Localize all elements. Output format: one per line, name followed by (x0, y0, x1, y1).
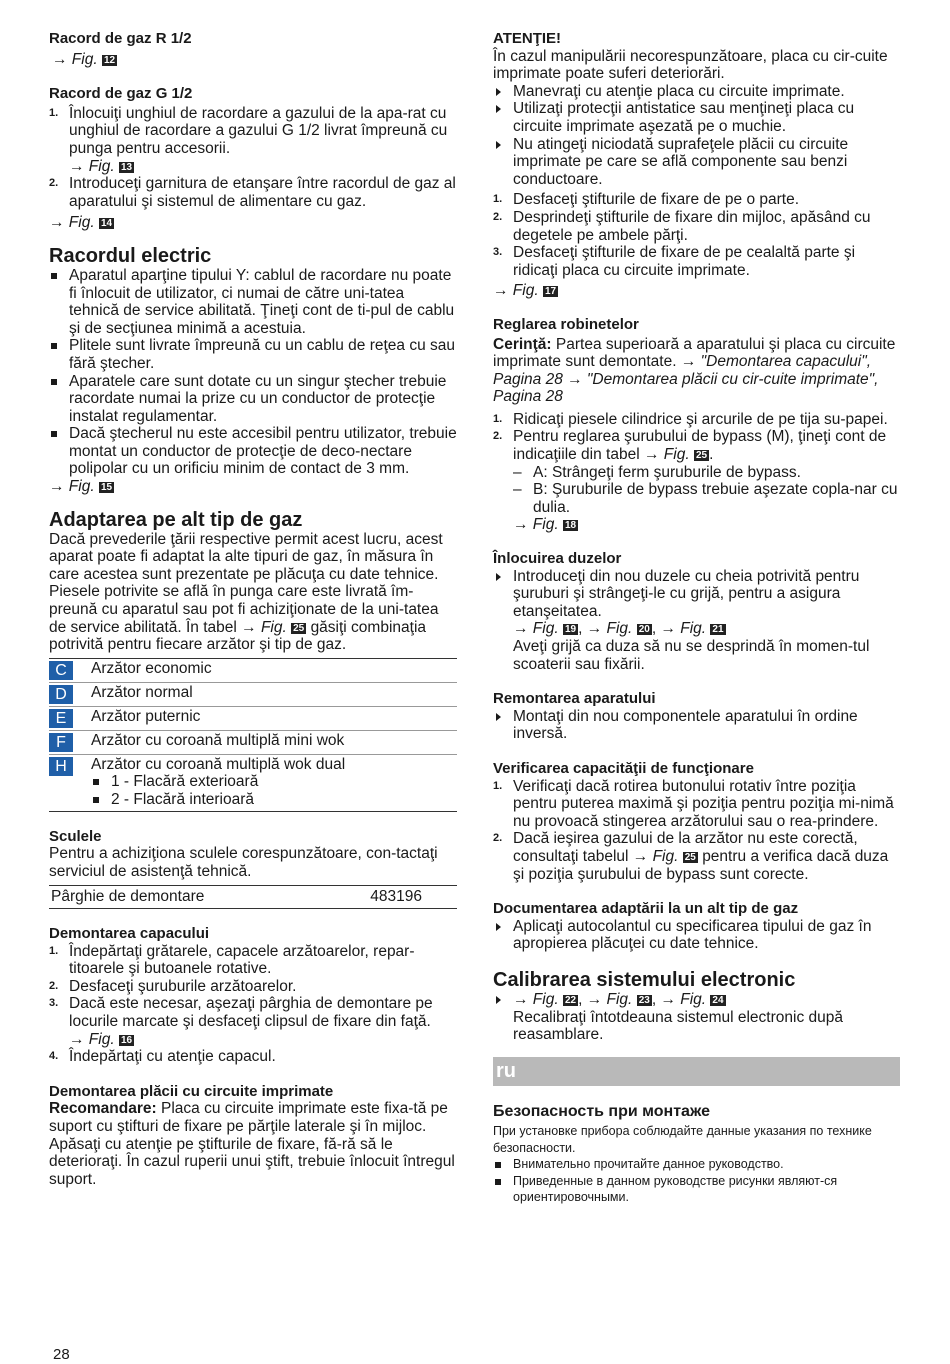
list-item: 2. Pentru reglarea şurubului de bypass (M), ţineţi cont de indicaţiile din tabel → Fig. 25 . – A: Strângeţi ferm şuruburile de bypass. – B: Şuruburile de bypass trebuie aşezate copla-nar cu dulia. → Fig. 18 (493, 428, 900, 534)
burner-letter: C (49, 661, 73, 680)
list-item: 4. Îndepărtaţi cu atenţie capacul. (49, 1048, 457, 1066)
list-item: Utilizaţi protecţii antistatice sau menţineţi placa cu circuite imprimate aşezată pe o muchie. (493, 100, 900, 135)
list-item: 1. Îndepărtaţi grătarele, capacele arzătoarelor, repar-titoarele şi butoanele rotative. (49, 943, 457, 978)
section-title-r12: Racord de gaz R 1/2 (49, 30, 192, 47)
list-item: Plitele sunt livrate împreună cu un cablu de reţea cu sau fără ştecher. (49, 337, 457, 372)
table-row: F Arzător cu coroană multiplă mini wok (49, 731, 457, 755)
list-item: 3. Dacă este necesar, aşezaţi pârghia de demontare pe locurile marcate şi desfaceţi clipsul de fixare din faţă. → Fig. 16 (49, 995, 457, 1048)
tools-paragraph: Pentru a achiziţiona sculele corespunzătoare, con-tactaţi serviciul de asistenţă tehnică. (49, 845, 438, 880)
calibration-list (493, 991, 900, 1044)
list-item: 1. Desfaceţi ştifturile de fixare de pe o parte. (493, 191, 900, 209)
fig-ref-17: → Fig. 17 (493, 282, 557, 300)
fig-ref-18: → Fig. 18 (513, 516, 577, 534)
pcb-steps (493, 191, 900, 279)
table-row: C Arzător economic (49, 659, 457, 683)
electric-list (49, 267, 457, 478)
list-item: Приведенные в данном руководстве рисунки являют-ся ориентировочными. (493, 1173, 900, 1206)
section-title-g12: Racord de gaz G 1/2 (49, 85, 193, 103)
burner-letter: H (49, 757, 73, 776)
attention-list (493, 83, 900, 189)
section-title-valves: Reglarea robinetelor (493, 315, 639, 333)
pcb-paragraph: Recomandare: Placa cu circuite imprimate este fixa-tă pe suport cu ştifturi de fixare pe părţile laterale şi în mijloc. Apăsaţi cu atenţie pe ştifturile de fixare, fă-ră să le deterioraţi. În cazul ruperii unui ştift, trebuie înlocuit întregul suport. (49, 1100, 455, 1188)
list-item: 2. Introduceţi garnitura de etanşare între racordul de gaz al aparatului şi sistemul de alimentare cu gaz. (49, 175, 457, 210)
list-item: 1. Înlocuiţi unghiul de racordare a gazului de la apa-rat cu unghiul de racordare a gazului G 1/2 livrat împreună cu punga pentru accesorii. → Fig. 13 (49, 105, 457, 175)
list-item: – B: Şuruburile de bypass trebuie aşezate copla-nar cu dulia. (513, 481, 900, 516)
list-item: 1. Ridicaţi piesele cilindrice şi arcurile de pe tija su-papei. (493, 411, 900, 429)
list-item: Aparatele care sunt dotate cu un singur ştecher trebuie racordate numai la prize cu un conductor de protecţie instalat regulamentar. (49, 373, 457, 426)
section-title-pcb: Demontarea plăcii cu circuite imprimate (49, 1082, 334, 1100)
list-item: – A: Strângeţi ferm şuruburile de bypass. (513, 464, 900, 482)
list-item: → Fig. 22 , → Fig. 23 , → Fig. 24 Recalibraţi întotdeauna sistemul electronic după reasamblare. (493, 991, 900, 1044)
reassemble-list (493, 708, 900, 743)
valve-steps (493, 411, 900, 534)
cover-steps (49, 943, 457, 1066)
attention-paragraph: În cazul manipulării necorespunzătoare, placa cu cir-cuite imprimate poate suferi deteriorări. (493, 47, 888, 83)
list-item: 1 - Flacără exterioară (91, 773, 345, 791)
list-item: Aplicaţi autocolantul cu specificarea tipului de gaz în apropierea plăcuţei cu date tehnice. (493, 918, 900, 953)
list-item: Montaţi din nou componentele aparatului în ordine inversă. (493, 708, 900, 743)
list-item: 2. Dacă ieşirea gazului de la arzător nu este corectă, consultaţi tabelul → Fig. 25 pentru a verifica dacă duza şi poziţia şurubului de bypass sunt corecte. (493, 830, 900, 883)
section-title-check: Verificarea capacităţii de funcţionare (493, 759, 754, 777)
list-item: 2. Desprindeţi ştifturile de fixare din mijloc, apăsând cu degetele pe ambele părţi. (493, 209, 900, 244)
language-section-bar: ru (493, 1057, 900, 1086)
fig-ref-22-24: → Fig. 22 , → Fig. 23 , → Fig. 24 (513, 990, 724, 1008)
tool-code: 483196 (370, 888, 422, 906)
section-title-adapt: Adaptarea pe alt tip de gaz (49, 508, 303, 531)
adapt-paragraph-2: Piesele potrivite se află în punga care este livrată îm-preună cu aparatul sau pot fi achiziţionate de la uni-tatea de service abilitată. În tabel → Fig. 25 găsiţi combinaţia potrivită pentru fiecare arzător şi tip de gaz. (49, 583, 439, 654)
tool-row (49, 885, 457, 909)
list-item: 2 - Flacără interioară (91, 791, 345, 809)
list-item: Introduceţi din nou duzele cu cheia potrivită pentru şuruburi şi strângeţi-le cu grijă, pentru a asigura etanşeitatea. → Fig. 19 , → Fig. 20 , → Fig. 21 Aveţi grijă ca duza să nu se desprindă în momen-tul scoaterii sau fixării. (493, 568, 900, 674)
list-item: 2. Desfaceţi şuruburile arzătoarelor. (49, 978, 457, 996)
table-row: D Arzător normal (49, 683, 457, 707)
burner-letter: E (49, 709, 73, 728)
g12-steps (49, 105, 457, 211)
list-item: Dacă ştecherul nu este accesibil pentru utilizator, trebuie montat un conductor de protecţie de deco-nectare polipolar cu un orificiu minim de contact de 3 mm. (49, 425, 457, 478)
ru-paragraph: При установке прибора соблюдайте данные указания по технике безопасности. (493, 1124, 872, 1155)
fig-ref-13: → Fig. 13 (69, 157, 133, 175)
fig-ref-16: → Fig. 16 (69, 1030, 133, 1048)
nozzle-list (493, 568, 900, 674)
section-title-cover: Demontarea capacului (49, 924, 210, 942)
tool-name: Pârghie de demontare (51, 888, 205, 906)
fig-ref-12: → Fig. 12 (52, 50, 116, 68)
fig-ref-19-21: → Fig. 19 , → Fig. 20 , → Fig. 21 (513, 620, 724, 638)
burner-table (49, 658, 457, 812)
table-row: E Arzător puternic (49, 707, 457, 731)
section-title-ru: Безопасность при монтаже (493, 1102, 710, 1120)
list-item: 1. Verificaţi dacă rotirea butonului rotativ între poziţia pentru puterea maximă şi poziţia pentru poziţia mi-nimă nu provoacă stingerea arzătorului sau o rea-prindere. (493, 778, 900, 831)
left-column (49, 30, 457, 1188)
burner-letter: F (49, 733, 73, 752)
list-item: Внимательно прочитайте данное руководство. (493, 1156, 900, 1173)
check-steps (493, 778, 900, 884)
section-title-electric: Racordul electric (49, 244, 212, 267)
adapt-paragraph-1: Dacă prevederile ţării respective permit acest lucru, acest aparat poate fi adaptat la alte tipuri de gaz, în măsura în care acestea sunt prezentate pe plăcuţa cu date tehnice. (49, 530, 443, 583)
fig-ref-14: → Fig. 14 (49, 214, 113, 232)
section-title-doc: Documentarea adaptării la un alt tip de gaz (493, 900, 799, 918)
burner-h-sublist (91, 773, 345, 808)
list-item: Nu atingeţi niciodată suprafeţele plăcii cu circuite imprimate pe care se află componente sau benzi conductoare. (493, 136, 900, 189)
doc-list (493, 918, 900, 953)
list-item: Manevraţi cu atenţie placa cu circuite imprimate. (493, 83, 900, 101)
ru-list (493, 1156, 900, 1206)
section-title-calibration: Calibrarea sistemului electronic (493, 968, 796, 991)
page-number: 28 (53, 1346, 70, 1363)
section-title-nozzles: Înlocuirea duzelor (493, 550, 622, 568)
list-item: 3. Desfaceţi ştifturile de fixare de pe cealaltă parte şi ridicaţi placa cu circuite imprimate. (493, 244, 900, 279)
list-item: Aparatul aparţine tipului Y: cablul de racordare nu poate fi înlocuit de utilizator, ci numai de către uni-tatea tehnică de service abilitată. Ţineţi cont de ti-pul de cablu şi de secţiunea minimă a acestuia. (49, 267, 457, 337)
right-column (493, 30, 900, 1206)
fig-ref-15: → Fig. 15 (49, 478, 113, 496)
attention-title: ATENŢIE! (493, 30, 562, 47)
section-title-tools: Sculele (49, 827, 102, 845)
section-title-reassemble: Remontarea aparatului (493, 690, 656, 708)
burner-letter: D (49, 685, 73, 704)
requirement-paragraph: Cerinţă: Partea superioară a aparatului şi placa cu circuite imprimate sunt demontate. → "Demontarea capacului", Pagina 28 → "Demontarea plăcii cu cir-cuite imprimate", Pagina 28 (493, 335, 896, 406)
table-row: H Arzător cu coroană multiplă wok dual 1 - Flacără exterioară 2 - Flacără interioară (49, 755, 457, 811)
